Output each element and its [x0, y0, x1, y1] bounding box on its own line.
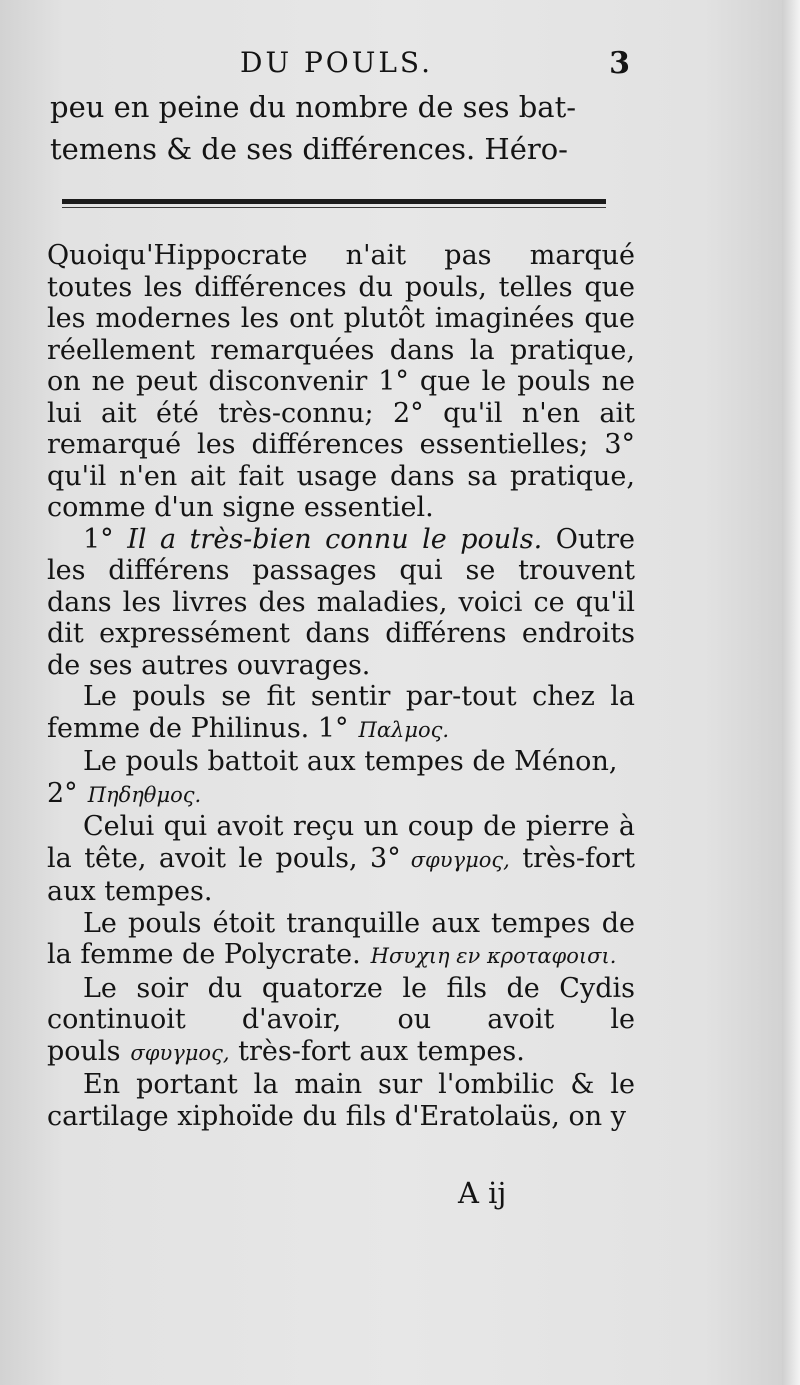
page-number: 3 [609, 46, 630, 81]
paragraph: Le pouls battoit aux tempes de Ménon, 2° Πηδηθμος. [47, 746, 618, 809]
footnote-text [47, 240, 635, 1132]
signature-mark: A ij [458, 1176, 507, 1210]
paragraph: Celui qui avoit reçu un coup de pierre à la tête, avoit le pouls, 3° σφυγμος, très-fort aux tempes. [47, 811, 636, 907]
separator-rule [62, 199, 606, 204]
paragraph: 1° Il a très-bien connu le pouls. Outre les différens passages qui se trouvent dans les livres des maladies, voici ce qu'il dit expressément dans différens endroits de ses autres ouvrages. [47, 523, 635, 681]
paragraph: Le soir du quatorze le fils de Cydis continuoit d'avoir, ou avoit le pouls σφυγμος, très-fort aux tempes. [47, 972, 635, 1067]
paragraph: Le pouls se fit sentir par-tout chez la femme de Philinus. 1° Παλμος. [47, 681, 635, 744]
separator-rule-thin [62, 207, 606, 208]
greek-term: Παλμος. [358, 717, 450, 742]
running-head-title: DU POULS. [240, 46, 434, 79]
carryover-line: peu en peine du nombre de ses bat- [50, 90, 577, 124]
page-edge [782, 0, 800, 1385]
paragraph: Le pouls étoit tranquille aux tempes de la femme de Polycrate. Ησυχιη εν κροταφοισι. [47, 907, 635, 970]
carryover-text [50, 86, 624, 170]
paragraph: Quoiqu'Hippocrate n'ait pas marqué toutes les différences du pouls, telles que les modernes les ont plutôt imaginées que réellement remarquées dans la pratique, on ne peut disconvenir 1° que le pouls ne lui ait été très-connu; 2° qu'il n'en ait remarqué les différences essentielles; 3° qu'il n'en ait fait usage dans sa pratique, comme d'un signe essentiel. [47, 240, 635, 523]
running-head [50, 46, 630, 86]
carryover-line: temens & de ses différences. Héro- [50, 132, 568, 166]
paragraph: En portant la main sur l'ombilic & le cartilage xiphoïde du fils d'Eratolaüs, on y [47, 1069, 635, 1132]
greek-term: Ησυχιη εν κροταφοισι. [370, 944, 617, 968]
greek-term: σφυγμος, [130, 1040, 230, 1065]
greek-term: Πηδηθμος. [87, 782, 202, 807]
italic-heading: Il a très-bien connu le pouls. [127, 523, 543, 555]
greek-term: σφυγμος, [410, 847, 510, 872]
